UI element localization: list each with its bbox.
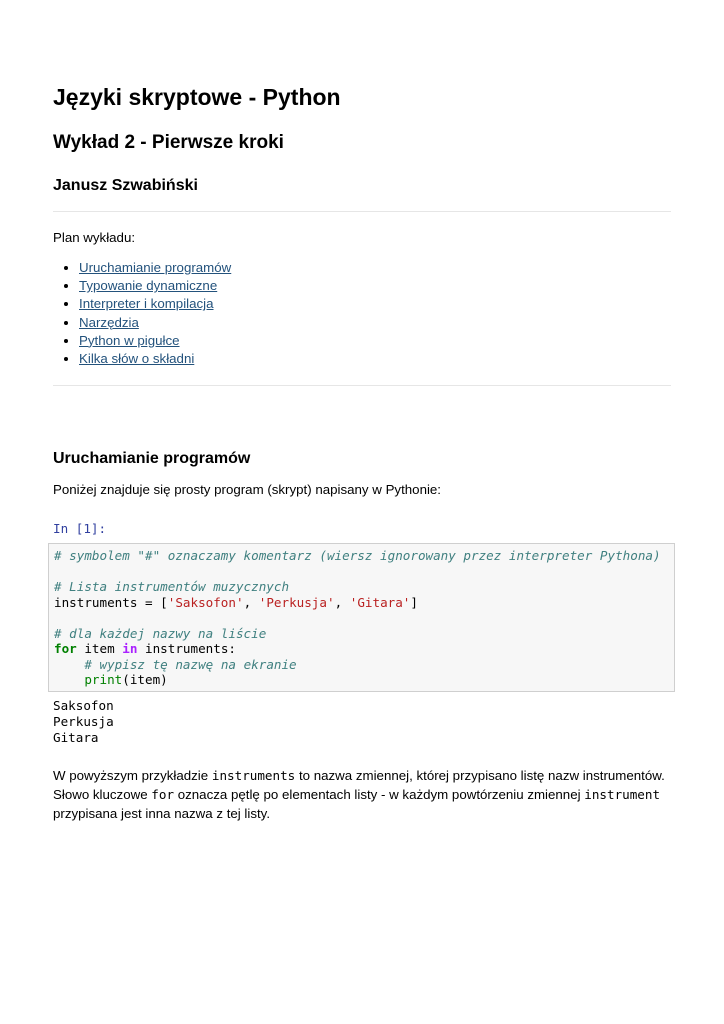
bullet-icon [64, 321, 68, 325]
code-keyword: for [54, 641, 77, 656]
inline-code: for [151, 786, 175, 802]
toc-link-interpreter[interactable]: Interpreter i kompilacja [79, 296, 214, 312]
code-string: 'Perkusja' [258, 594, 335, 610]
code-comment: # dla każdej nazwy na liście [54, 625, 267, 641]
explanation-paragraph [53, 767, 693, 823]
paragraph-line [53, 786, 693, 805]
code-input[interactable] [54, 548, 661, 688]
bullet-icon [64, 302, 68, 306]
paragraph-line [53, 767, 693, 786]
code-text: instruments: [137, 641, 236, 656]
cell-prompt: In [1]: [53, 521, 107, 536]
code-text: ] [410, 594, 418, 610]
code-cell[interactable] [48, 543, 675, 692]
table-of-contents [53, 259, 231, 368]
toc-item [79, 259, 231, 277]
toc-link-python-w-pigulce[interactable]: Python w pigułce [79, 332, 180, 348]
paragraph-text: to nazwa zmiennej, której przypisano listę nazw instrumentów. [295, 768, 665, 783]
code-text: (item) [122, 672, 168, 687]
toc-link-narzedzia[interactable]: Narzędzia [79, 314, 139, 330]
output-line: Gitara [53, 730, 99, 745]
paragraph-line: przypisana jest inna nazwa z tej listy. [53, 805, 271, 821]
inline-code: instrument [584, 786, 661, 802]
paragraph-text: oznacza pętlę po elementach listy - w każdym powtórzeniu zmiennej [174, 786, 585, 802]
code-builtin: print [84, 672, 123, 687]
bullet-icon [64, 266, 68, 270]
divider [53, 211, 671, 212]
bullet-icon [64, 357, 68, 361]
code-text: instruments = [ [54, 594, 168, 610]
author-name: Janusz Szwabiński [53, 177, 198, 194]
inline-code: instruments [211, 768, 296, 783]
page-title: Języki skryptowe - Python [53, 84, 341, 110]
toc-link-typowanie[interactable]: Typowanie dynamiczne [79, 278, 218, 294]
toc-link-skladnia[interactable]: Kilka słów o składni [79, 350, 195, 366]
code-indent [54, 672, 84, 687]
code-string: 'Gitara' [349, 594, 411, 610]
code-comment: # Lista instrumentów muzycznych [54, 579, 290, 594]
bullet-icon [64, 284, 68, 288]
toc-item [79, 314, 231, 332]
page-subtitle: Wykład 2 - Pierwsze kroki [53, 132, 284, 153]
code-keyword: in [122, 641, 138, 656]
section-intro: Poniżej znajduje się prosty program (skrypt) napisany w Pythonie: [53, 482, 442, 497]
bullet-icon [64, 339, 68, 343]
divider [53, 385, 671, 386]
toc-item [79, 350, 231, 368]
output-line: Perkusja [53, 714, 114, 729]
code-text: , [243, 594, 259, 610]
code-text: , [334, 594, 350, 610]
toc-item [79, 332, 231, 350]
code-text: item [76, 641, 123, 656]
toc-item [79, 295, 231, 313]
toc-item [79, 277, 231, 295]
cell-output [53, 698, 114, 746]
paragraph-text: W powyższym przykładzie [53, 768, 212, 783]
code-string: 'Saksofon' [167, 594, 244, 610]
plan-label: Plan wykładu: [53, 230, 136, 245]
toc-link-uruchamianie[interactable]: Uruchamianie programów [79, 260, 232, 275]
code-indent [54, 657, 84, 672]
code-comment: # wypisz tę nazwę na ekranie [84, 656, 297, 672]
section-heading: Uruchamianie programów [53, 450, 251, 467]
output-line: Saksofon [53, 698, 114, 713]
code-comment: # symbolem "#" oznaczamy komentarz (wiersz ignorowany przez interpreter Pythona) [54, 548, 661, 563]
paragraph-text: Słowo kluczowe [53, 786, 152, 802]
